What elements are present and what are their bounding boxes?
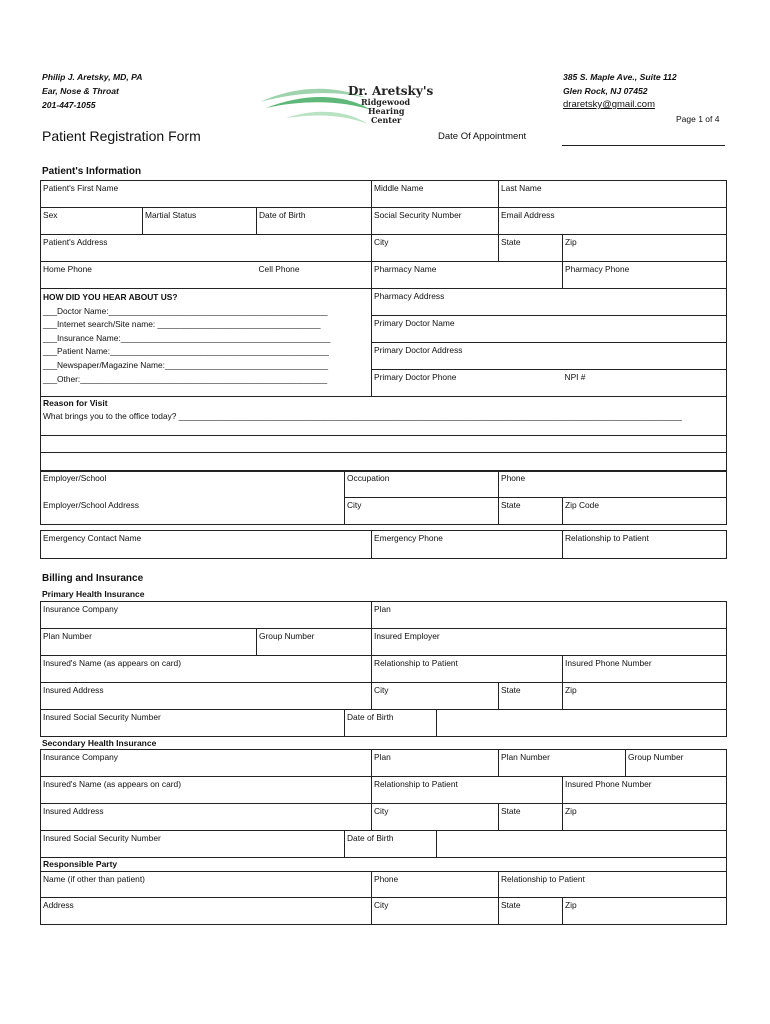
page-number: Page 1 of 4 [676,114,720,124]
dob-field[interactable]: Date of Birth [257,208,372,235]
pharmacy-name-field[interactable]: Pharmacy Name [372,262,563,289]
responsible-state-field[interactable]: State [499,898,563,925]
primary-insured-name-field[interactable]: Insured's Name (as appears on card) [41,656,372,683]
secondary-insured-ssn-field[interactable]: Insured Social Security Number [41,831,345,858]
home-phone-field[interactable]: Home Phone [41,262,257,289]
primary-city-field[interactable]: City [372,683,499,710]
primary-company-field[interactable]: Insurance Company [41,602,372,629]
primary-insurance-table [40,601,727,710]
responsible-party-table [40,857,727,925]
secondary-relationship-field[interactable]: Relationship to Patient [372,777,563,804]
responsible-phone-field[interactable]: Phone [372,872,499,898]
secondary-company-field[interactable]: Insurance Company [41,750,372,777]
practice-info [42,70,142,112]
reason-question[interactable]: What brings you to the office today? ____________________________________________________________________________________________________________ [43,411,682,421]
secondary-group-number-field[interactable]: Group Number [626,750,727,777]
primary-state-field[interactable]: State [499,683,563,710]
billing-heading: Billing and Insurance [42,573,144,584]
practice-address [563,70,677,98]
emergency-phone-field[interactable]: Emergency Phone [372,531,563,559]
employer-table [40,470,727,525]
primary-group-number-field[interactable]: Group Number [257,629,372,656]
city-field[interactable]: City [372,235,499,262]
secondary-insured-name-field[interactable]: Insured's Name (as appears on card) [41,777,372,804]
employer-field[interactable]: Employer/School [41,471,345,498]
logo-line1: Dr. Aretsky's [348,84,434,98]
primary-insured-phone-field[interactable]: Insured Phone Number [563,656,727,683]
logo-line3: Hearing [368,106,405,116]
sex-field[interactable]: Sex [41,208,143,235]
responsible-name-field[interactable]: Name (if other than patient) [41,872,372,898]
primary-dob-label: Date of Birth [345,710,437,737]
cell-phone-field[interactable]: Cell Phone [257,262,372,289]
address-field[interactable]: Patient's Address [41,235,372,262]
npi-field[interactable]: NPI # [563,370,727,397]
practice-email[interactable]: draretsky@gmail.com [563,99,655,110]
logo [256,80,436,130]
employer-address-field[interactable]: Employer/School Address [41,498,345,525]
primary-insured-employer-field[interactable]: Insured Employer [372,629,727,656]
hear-about-us-box [41,289,372,397]
hear-about-heading: HOW DID YOU HEAR ABOUT US? [43,292,178,302]
hear-option-newspaper[interactable]: ___Newspaper/Magazine Name:___________________________________ [43,359,328,370]
address-line1: 385 S. Maple Ave., Suite 112 [563,72,677,82]
responsible-zip-field[interactable]: Zip [563,898,727,925]
primary-ssn-table [40,709,727,737]
hear-option-insurance[interactable]: ___Insurance Name:_____________________________________________ [43,332,331,343]
primary-doctor-address-field[interactable]: Primary Doctor Address [372,343,727,370]
pharmacy-address-field[interactable]: Pharmacy Address [372,289,727,316]
middle-name-field[interactable]: Middle Name [372,181,499,208]
pharmacy-phone-field[interactable]: Pharmacy Phone [563,262,727,289]
responsible-city-field[interactable]: City [372,898,499,925]
ssn-field[interactable]: Social Security Number [372,208,499,235]
last-name-field[interactable]: Last Name [499,181,727,208]
secondary-state-field[interactable]: State [499,804,563,831]
appointment-label: Date Of Appointment [438,131,527,142]
primary-insurance-heading: Primary Health Insurance [42,589,145,599]
primary-doctor-name-field[interactable]: Primary Doctor Name [372,316,727,343]
doctor-name: Philip J. Aretsky, MD, PA [42,72,143,82]
secondary-city-field[interactable]: City [372,804,499,831]
patient-info-table [40,180,727,397]
secondary-dob-label: Date of Birth [345,831,437,858]
state-field[interactable]: State [499,235,563,262]
primary-insured-address-field[interactable]: Insured Address [41,683,372,710]
secondary-zip-field[interactable]: Zip [563,804,727,831]
specialty: Ear, Nose & Throat [42,86,119,96]
employer-zip-field[interactable]: Zip Code [563,498,727,525]
secondary-plan-number-field[interactable]: Plan Number [499,750,626,777]
reason-box [40,396,727,472]
emergency-name-field[interactable]: Emergency Contact Name [41,531,372,559]
secondary-ssn-table [40,830,727,858]
primary-plan-field[interactable]: Plan [372,602,727,629]
secondary-plan-field[interactable]: Plan [372,750,499,777]
secondary-insured-address-field[interactable]: Insured Address [41,804,372,831]
primary-insured-ssn-field[interactable]: Insured Social Security Number [41,710,345,737]
emergency-table [40,530,727,559]
zip-field[interactable]: Zip [563,235,727,262]
secondary-insurance-heading: Secondary Health Insurance [42,738,157,748]
hear-option-internet[interactable]: ___Internet search/Site name: ___________________________________ [43,319,321,330]
practice-phone: 201-447-1055 [42,100,96,110]
secondary-insured-phone-field[interactable]: Insured Phone Number [563,777,727,804]
primary-plan-number-field[interactable]: Plan Number [41,629,257,656]
employer-city-field[interactable]: City [345,498,499,525]
secondary-dob-field[interactable] [437,831,727,858]
secondary-insurance-table [40,749,727,831]
primary-dob-field[interactable] [437,710,727,737]
first-name-field[interactable]: Patient's First Name [41,181,372,208]
occupation-field[interactable]: Occupation [345,471,499,498]
form-title: Patient Registration Form [42,128,201,144]
logo-line2: Ridgewood [361,97,411,107]
hear-option-doctor[interactable]: ___Doctor Name:_______________________________________________ [43,305,328,316]
patient-info-heading: Patient's Information [42,166,142,177]
emergency-relationship-field[interactable]: Relationship to Patient [563,531,727,559]
hear-option-other[interactable]: ___Other:_____________________________________________________ [43,373,328,384]
primary-zip-field[interactable]: Zip [563,683,727,710]
employer-state-field[interactable]: State [499,498,563,525]
reason-heading: Reason for Visit [43,398,108,408]
marital-status-field[interactable]: Martial Status [143,208,257,235]
logo-line4: Center [371,115,402,125]
address-line2: Glen Rock, NJ 07452 [563,86,648,96]
responsible-relationship-field[interactable]: Relationship to Patient [499,872,727,898]
hear-option-patient[interactable]: ___Patient Name:_______________________________________________ [43,346,329,357]
responsible-address-field[interactable]: Address [41,898,372,925]
email-field[interactable]: Email Address [499,208,727,235]
responsible-party-heading: Responsible Party [41,858,727,872]
employer-phone-field[interactable]: Phone [499,471,727,498]
appointment-date-field[interactable] [562,145,725,146]
primary-relationship-field[interactable]: Relationship to Patient [372,656,563,683]
primary-doctor-phone-field[interactable]: Primary Doctor Phone [372,370,563,397]
